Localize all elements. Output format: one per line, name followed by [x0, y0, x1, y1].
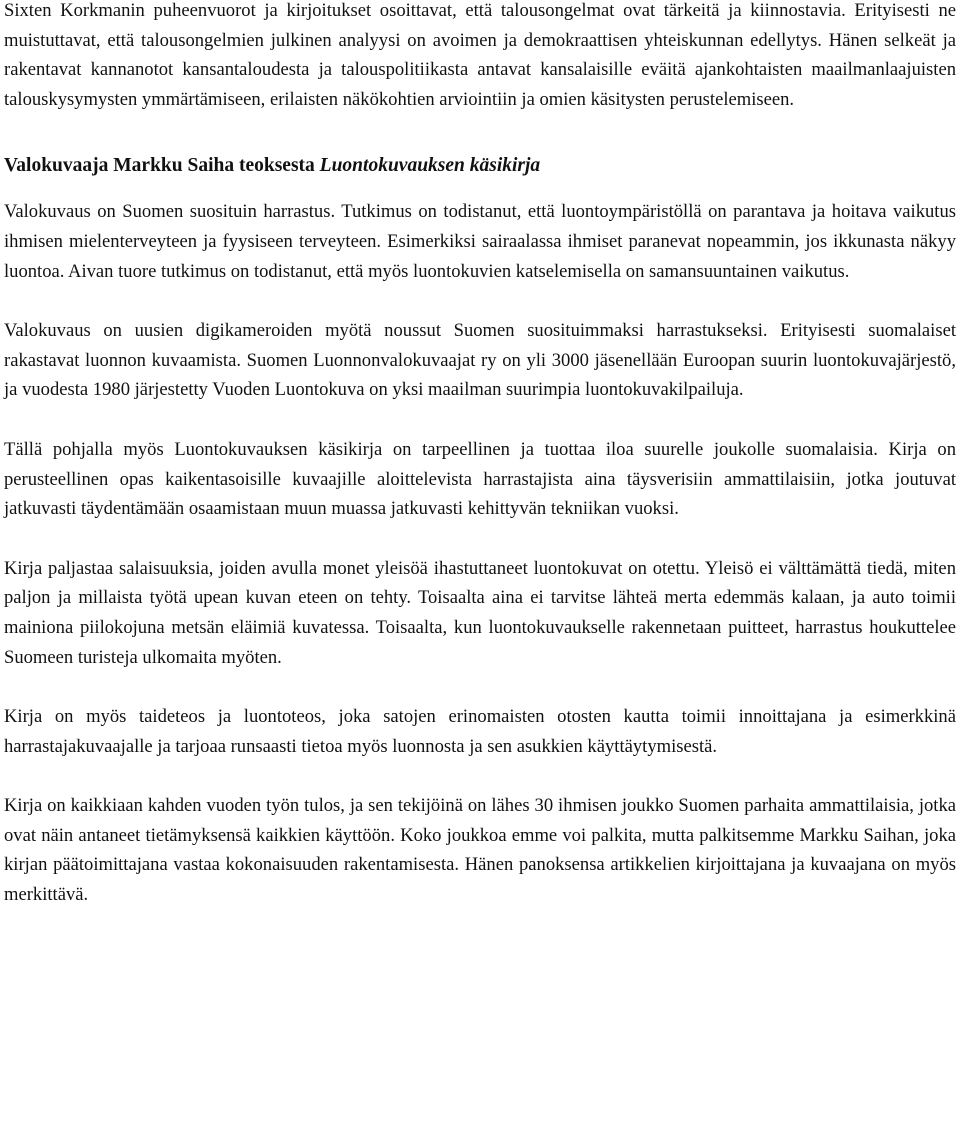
section-paragraph-6: Kirja on kaikkiaan kahden vuoden työn tulos, ja sen tekijöinä on lähes 30 ihmisen joukko Suomen parhaita ammattilaisia, jotka ovat näin antaneet tietämyksensä kaikkien käyttöön. Koko joukkoa emme voi palkita, mutta palkitsemme Markku Saihan, joka kirjan päätoimittajana vastaa kokonaisuuden rakentamisesta. Hänen panoksensa artikkelien kirjoittajana ja kuvaajana on myös merkittävä.	[4, 795, 956, 906]
intro-paragraph: Sixten Korkmanin puheenvuorot ja kirjoitukset osoittavat, että talousongelmat ovat tärkeitä ja kiinnostavia. Erityisesti ne muistuttavat, että talousongelmien julkinen analyysi on avoimen ja demokraattisen yhteiskunnan edellytys. Hänen selkeät ja rakentavat kannanotot kansantaloudesta ja talouspolitiikasta antavat kansalaisille eväitä ajankohtaisten maailmanlaajuisten talouskysymysten ymmärtämiseen, erilaisten näkökohtien arviointiin ja omien käsitysten perustelemiseen.	[4, 0, 956, 110]
section-paragraph-3: Tällä pohjalla myös Luontokuvauksen käsikirja on tarpeellinen ja tuottaa iloa suurelle joukolle suomalaisia. Kirja on perusteellinen opas kaikentasoisille kuvaajille aloittelevista harrastajista aina täysverisiin ammattilaisiin, jotka joutuvat jatkuvasti täydentämään osaamistaan muun muassa jatkuvasti kehittyvän tekniikan vuoksi.	[4, 438, 956, 520]
section-heading-prefix: Valokuvaaja Markku Saiha teoksesta	[4, 155, 320, 177]
section-paragraph-5: Kirja on myös taideteos ja luontoteos, joka satojen erinomaisten otosten kautta toimii innoittajana ja esimerkkinä harrastajakuvaajalle ja tarjoaa runsaasti tietoa myös luonnosta ja sen asukkien käyttäytymisestä.	[4, 706, 956, 757]
document-page	[4, 0, 956, 910]
book-title: Luontokuvauksen käsikirja	[319, 155, 541, 177]
section-paragraph-1: Valokuvaus on Suomen suosituin harrastus. Tutkimus on todistanut, että luontoympäristöllä on parantava ja hoitava vaikutus ihmisen mielenterveyteen ja fyysiseen terveyteen. Esimerkiksi sairaalassa ihmiset paranevat nopeammin, jos ikkunasta näkyy luontoa. Aivan tuore tutkimus on todistanut, että myös luontokuvien katselemisella on samansuuntainen vaikutus.	[4, 201, 956, 282]
section-paragraph-4: Kirja paljastaa salaisuuksia, joiden avulla monet yleisöä ihastuttaneet luontokuvat on otettu. Yleisö ei välttämättä tiedä, miten paljon ja millaista työtä upean kuvan eteen on tehty. Toisaalta aina ei tarvitse lähteä merta edemmäs kalaan, ja auto toimii mainiona piilokojuna metsän eläimiä kuvatessa. Toisaalta, kun luontokuvaukselle rakennetaan puitteet, harrastus houkuttelee Suomeen turisteja ulkomaita myöten.	[4, 557, 956, 668]
section-paragraph-2: Valokuvaus on uusien digikameroiden myötä noussut Suomen suosituimmaksi harrastukseksi. Erityisesti suomalaiset rakastavat luonnon kuvaamista. Suomen Luonnonvalokuvaajat ry on yli 3000 jäsenellään Euroopan suurin luontokuvajärjestö, ja vuodesta 1980 järjestetty Vuoden Luontokuva on yksi maailman suurimpia luontokuvakilpailuja.	[4, 320, 956, 401]
section-heading	[4, 151, 956, 181]
